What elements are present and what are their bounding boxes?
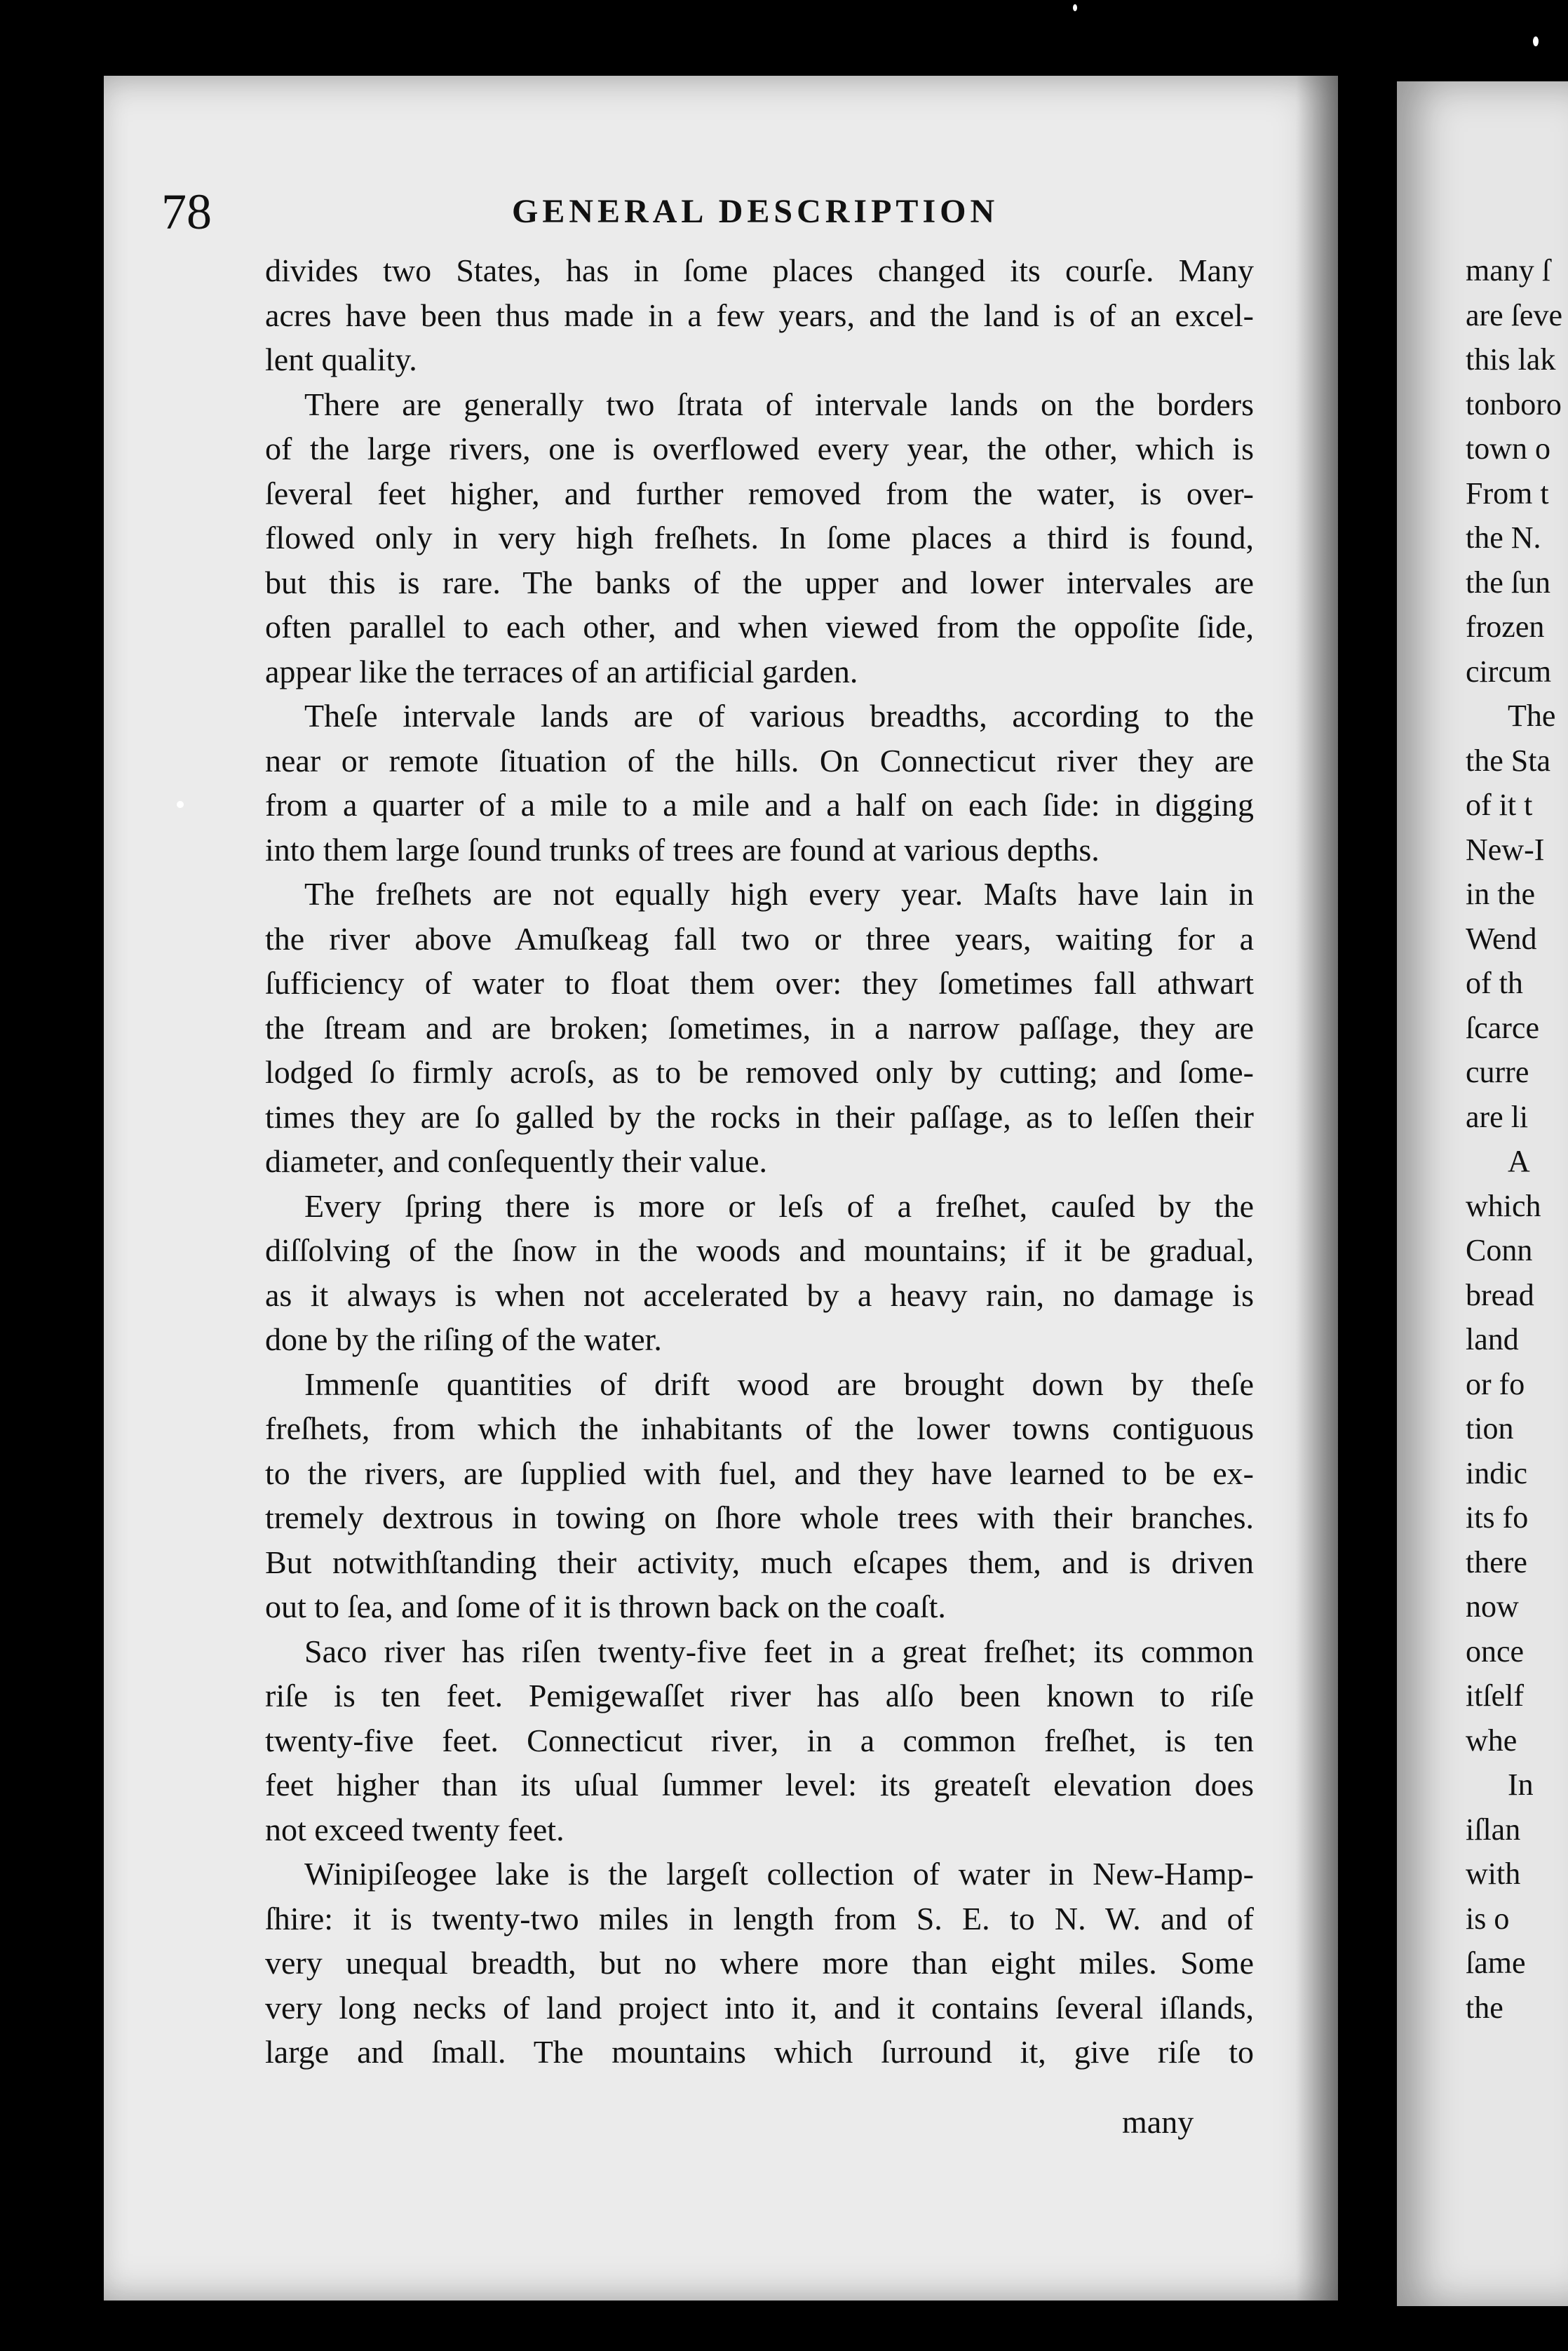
text-line: to the rivers, are ſupplied with fuel, and they have learned to be ex-: [265, 1455, 1254, 1491]
text-line: as it always is when not accelerated by a heavy rain, no damage is: [265, 1276, 1254, 1313]
right-page-line: with: [1466, 1857, 1521, 1891]
text-line: feet higher than its uſual ſummer level: its greateſt elevation does: [265, 1767, 1254, 1803]
page-gutter-shadow: [1296, 76, 1338, 2301]
right-page-line: the N.: [1466, 520, 1541, 555]
right-page-line: are ſeve: [1466, 297, 1562, 332]
text-line: riſe is ten feet. Pemigewaſſet river has alſo been known to riſe: [265, 1678, 1254, 1713]
text-line: the river above Amuſkeag fall two or three years, waiting for a: [265, 920, 1254, 957]
right-page-line: now: [1466, 1589, 1519, 1624]
right-page-line: bread: [1466, 1277, 1534, 1312]
text-line: divides two States, has in ſome places changed its courſe. Many: [265, 252, 1254, 288]
text-line: acres have been thus made in a few years, and the land is of an excel-: [265, 297, 1254, 333]
right-page-line: town o: [1466, 431, 1550, 466]
text-line: lent quality.: [265, 342, 417, 377]
right-page-line: curre: [1466, 1055, 1529, 1089]
right-page-line: are li: [1466, 1099, 1529, 1134]
text-line: near or remote ſituation of the hills. On Connecticut river they are: [265, 742, 1254, 779]
text-line: Every ſpring there is more or leſs of a freſhet, cauſed by the: [304, 1187, 1254, 1224]
text-line: Theſe intervale lands are of various breadths, according to the: [304, 698, 1254, 734]
right-page-line: which: [1466, 1188, 1541, 1223]
text-line: not exceed twenty feet.: [265, 1811, 565, 1847]
right-page-line: New-I: [1466, 832, 1545, 867]
right-page-line: tonboro: [1466, 386, 1562, 422]
running-head-title: GENERAL DESCRIPTION: [512, 193, 999, 230]
text-line: diameter, and conſequently their value.: [265, 1143, 767, 1179]
text-line: but this is rare. The banks of the upper and lower intervales are: [265, 564, 1254, 600]
text-line: the ſtream and are broken; ſometimes, in a narrow paſſage, they are: [265, 1009, 1254, 1046]
right-page-line: the: [1466, 1990, 1503, 2025]
text-line: of the large rivers, one is overflowed every year, the other, which is: [265, 431, 1254, 466]
right-page-line: the ſun: [1466, 565, 1550, 600]
text-line: very unequal breadth, but no where more than eight miles. Some: [265, 1945, 1254, 1981]
text-line: Immenſe quantities of drift wood are brought down by theſe: [304, 1366, 1254, 1402]
text-line: large and ſmall. The mountains which ſurround it, give riſe to: [265, 2034, 1254, 2070]
text-line: Saco river has riſen twenty-five feet in a great freſhet; its common: [304, 1633, 1254, 1669]
text-line: often parallel to each other, and when viewed from the oppoſite ſide,: [265, 609, 1254, 645]
right-page-line: ſcarce: [1466, 1010, 1539, 1045]
text-line: ſeveral feet higher, and further removed from the water, is over-: [265, 475, 1254, 511]
right-page-line: frozen: [1466, 609, 1545, 644]
text-line: Winipiſeogee lake is the largeſt collection of water in New-Hamp-: [304, 1856, 1254, 1892]
right-page-line: there: [1466, 1544, 1527, 1579]
text-line: very long necks of land project into it, and it contains ſeveral iſlands,: [265, 1989, 1254, 2026]
right-page-line: tion: [1466, 1411, 1514, 1446]
right-page-line: ſame: [1466, 1946, 1526, 1980]
right-page-text: [1466, 248, 1568, 2030]
body-text: [265, 248, 1254, 2075]
text-line: But notwithſtanding their activity, much eſcapes them, and is driven: [265, 1544, 1254, 1580]
scan-speck: [1073, 4, 1077, 11]
right-page-line: many ſ: [1466, 253, 1550, 288]
running-head: [161, 184, 1269, 240]
text-line: tremely dextrous in towing on ſhore whole trees with their branches.: [265, 1500, 1254, 1535]
text-line: There are generally two ſtrata of intervale lands on the borders: [304, 386, 1254, 422]
text-line: diſſolving of the ſnow in the woods and mountains; if it be gradual,: [265, 1232, 1254, 1268]
right-page-line: whe: [1466, 1723, 1518, 1758]
right-page-line: circum: [1466, 654, 1552, 689]
catchword: many: [1122, 2104, 1194, 2140]
right-page-line: From t: [1466, 476, 1549, 511]
right-page-line: itſelf: [1466, 1678, 1525, 1713]
right-page-line: once: [1466, 1633, 1525, 1669]
text-line: appear like the terraces of an artificial garden.: [265, 653, 858, 689]
right-page-line: of th: [1466, 966, 1523, 1000]
right-page-line: in the: [1466, 877, 1535, 911]
text-line: done by the riſing of the water.: [265, 1321, 662, 1357]
right-page-line: this lak: [1466, 342, 1556, 377]
right-page-line: is o: [1466, 1901, 1510, 1936]
text-line: out to ſea, and ſome of it is thrown back on the coaſt.: [265, 1589, 946, 1624]
text-line: into them large ſound trunks of trees are found at various depths.: [265, 831, 1100, 868]
text-line: from a quarter of a mile to a mile and a half on each ſide: in digging: [265, 787, 1254, 823]
text-line: The freſhets are not equally high every year. Maſts have lain in: [304, 876, 1254, 912]
right-page-line: Conn: [1466, 1233, 1533, 1267]
right-page-line: of it t: [1466, 788, 1533, 822]
right-page-line: In: [1508, 1767, 1534, 1802]
text-line: freſhets, from which the inhabitants of the lower towns contiguous: [265, 1410, 1254, 1446]
scan-speck: [1533, 36, 1539, 46]
right-page-line: or fo: [1466, 1366, 1525, 1401]
right-page-line: iſlan: [1466, 1812, 1521, 1847]
right-page-line: Wend: [1466, 921, 1537, 956]
right-page-line: indic: [1466, 1455, 1527, 1490]
right-page-line: A: [1508, 1144, 1530, 1178]
page-number: 78: [161, 184, 212, 240]
text-line: ſhire: it is twenty-two miles in length from S. E. to N. W. and of: [265, 1900, 1254, 1936]
text-line: lodged ſo firmly acroſs, as to be removed only by cutting; and ſome-: [265, 1054, 1254, 1090]
scan-speck: [177, 801, 184, 808]
text-line: twenty-five feet. Connecticut river, in a common freſhet, is ten: [265, 1722, 1254, 1758]
text-line: times they are ſo galled by the rocks in their paſſage, as to leſſen their: [265, 1098, 1254, 1135]
right-page-line: land: [1466, 1322, 1519, 1356]
right-page-line: the Sta: [1466, 743, 1550, 778]
right-page-line: its fo: [1466, 1500, 1529, 1535]
text-line: ſufficiency of water to float them over: they ſometimes fall athwart: [265, 965, 1254, 1001]
right-page-line: The: [1508, 699, 1556, 733]
text-line: flowed only in very high freſhets. In ſome places a third is found,: [265, 520, 1254, 555]
